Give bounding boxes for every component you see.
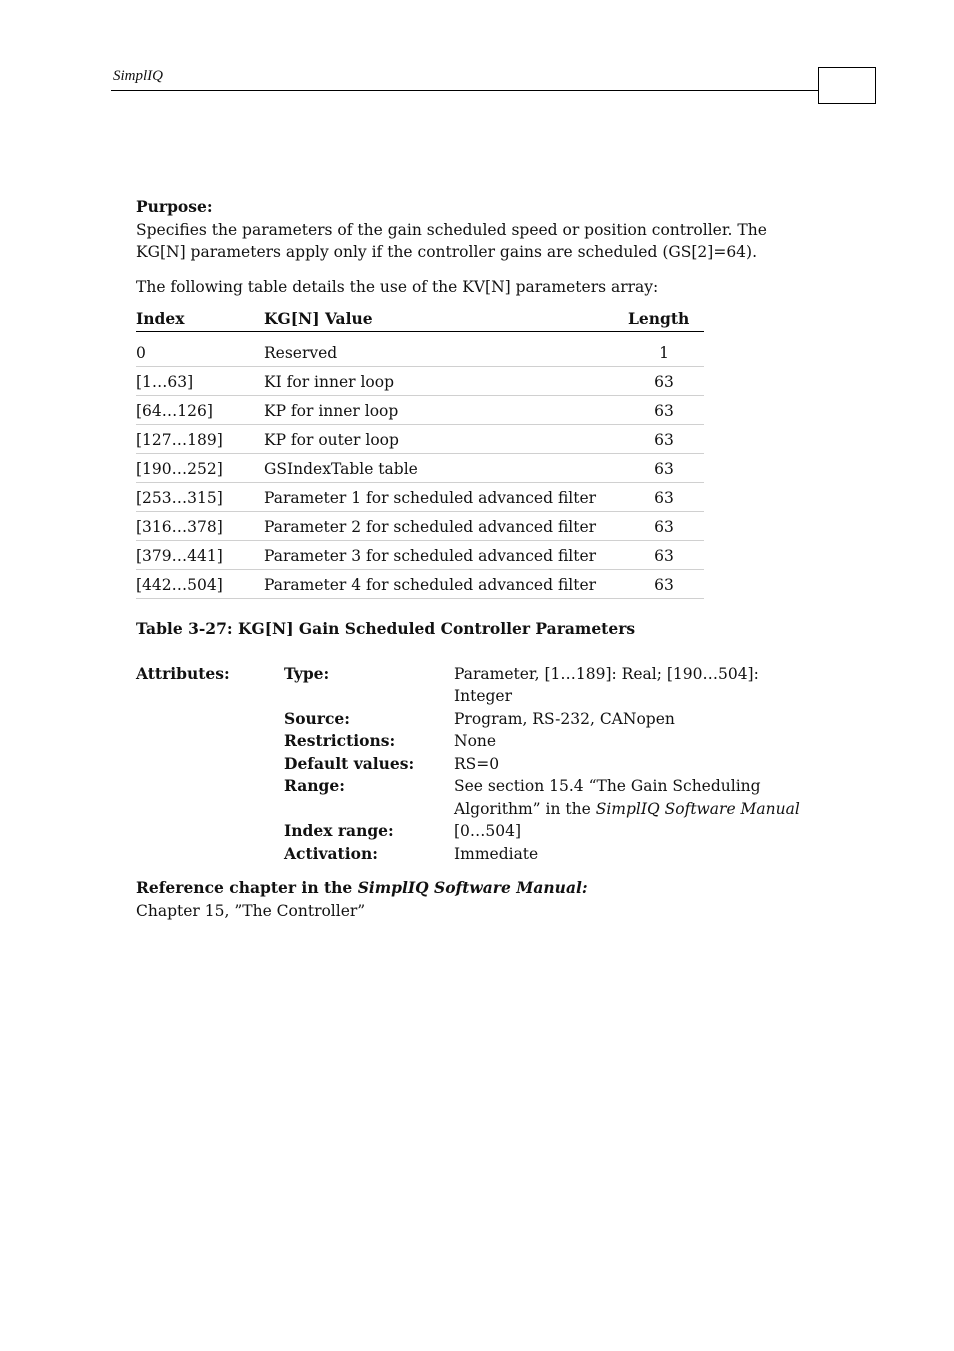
- table-caption: Table 3-27: KG[N] Gain Scheduled Controller Parameters: [136, 619, 636, 638]
- table-row: [136, 570, 704, 599]
- attr-row-source: [136, 708, 816, 731]
- reference-label: [136, 877, 816, 900]
- reference-manual-title: SimplIQ Software Manual:: [357, 878, 588, 897]
- attr-key-source: Source:: [284, 708, 350, 728]
- cell-index: [127…189]: [136, 425, 264, 454]
- table-row: [136, 367, 704, 396]
- attr-val-type: Parameter, [1…189]: Real; [190…504]: Integer: [454, 664, 759, 705]
- attr-row-restrictions: [136, 730, 816, 753]
- attr-val-index-range: [0…504]: [454, 822, 522, 840]
- attr-key-index-range: Index range:: [284, 821, 394, 840]
- cell-value: Parameter 2 for scheduled advanced filter: [264, 512, 624, 541]
- header-value: KG[N] Value: [264, 308, 624, 332]
- reference-label-prefix: Reference chapter in the: [136, 878, 358, 897]
- table-header-row: [136, 308, 704, 332]
- cell-value: Reserved: [264, 332, 624, 367]
- attr-row-index-range: [136, 820, 816, 843]
- cell-value: GSIndexTable table: [264, 454, 624, 483]
- cell-length: 63: [624, 396, 704, 425]
- cell-value: Parameter 1 for scheduled advanced filter: [264, 483, 624, 512]
- cell-value: KP for inner loop: [264, 396, 624, 425]
- cell-index: [190…252]: [136, 454, 264, 483]
- table-row: [136, 512, 704, 541]
- page-number-box: [818, 67, 876, 104]
- attr-val-activation: Immediate: [454, 844, 539, 863]
- attr-row-type: [136, 663, 816, 708]
- cell-index: [442…504]: [136, 570, 264, 599]
- cell-length: 63: [624, 367, 704, 396]
- kg-parameters-table: [136, 308, 704, 599]
- reference-block: [136, 877, 816, 922]
- attr-val-source: Program, RS-232, CANopen: [454, 709, 675, 728]
- purpose-text: Specifies the parameters of the gain scheduled speed or position controller. The KG[N] parameters apply only if the controller gains are scheduled (GS[2]=64).: [136, 220, 767, 261]
- purpose-label: Purpose:: [136, 197, 213, 216]
- attr-key-activation: Activation:: [284, 843, 378, 863]
- cell-index: [316…378]: [136, 512, 264, 541]
- cell-length: 63: [624, 425, 704, 454]
- range-manual-title: SimplIQ Software Manual: [595, 799, 800, 818]
- table-row: [136, 454, 704, 483]
- attr-val-restrictions: None: [454, 732, 497, 750]
- cell-index: [64…126]: [136, 396, 264, 425]
- cell-length: 63: [624, 483, 704, 512]
- cell-value: KI for inner loop: [264, 367, 624, 396]
- attributes-block: [136, 663, 816, 866]
- attr-row-activation: [136, 843, 816, 866]
- cell-length: 63: [624, 454, 704, 483]
- range-line-2-prefix: Algorithm” in the: [454, 799, 596, 818]
- cell-index: 0: [136, 332, 264, 367]
- cell-value: Parameter 4 for scheduled advanced filter: [264, 570, 624, 599]
- document-body: [136, 196, 816, 922]
- table-row: [136, 332, 704, 367]
- attr-val-range: [454, 775, 816, 820]
- attr-val-default: RS=0: [454, 754, 500, 773]
- table-row: [136, 396, 704, 425]
- cell-index: [1…63]: [136, 367, 264, 396]
- header-rule: [111, 90, 819, 91]
- header-title: SimplIQ: [113, 68, 163, 84]
- range-line-1: See section 15.4 “The Gain Scheduling: [454, 777, 761, 795]
- attr-row-default: [136, 753, 816, 776]
- cell-value: Parameter 3 for scheduled advanced filter: [264, 541, 624, 570]
- attr-key-range: Range:: [284, 776, 345, 795]
- table-intro: The following table details the use of the KV[N] parameters array:: [136, 277, 659, 296]
- cell-length: 1: [624, 332, 704, 367]
- attr-key-restrictions: Restrictions:: [284, 731, 396, 750]
- attr-key-type: Type:: [284, 663, 330, 683]
- cell-value: KP for outer loop: [264, 425, 624, 454]
- cell-length: 63: [624, 570, 704, 599]
- reference-text: Chapter 15, ”The Controller”: [136, 901, 366, 920]
- cell-index: [379…441]: [136, 541, 264, 570]
- attr-row-range: [136, 775, 816, 820]
- cell-length: 63: [624, 512, 704, 541]
- attributes-label: Attributes:: [136, 663, 230, 683]
- cell-length: 63: [624, 541, 704, 570]
- table-row: [136, 541, 704, 570]
- table-row: [136, 425, 704, 454]
- table-row: [136, 483, 704, 512]
- header-length: Length: [624, 308, 704, 332]
- cell-index: [253…315]: [136, 483, 264, 512]
- attr-key-default: Default values:: [284, 753, 415, 773]
- header-index: Index: [136, 308, 264, 332]
